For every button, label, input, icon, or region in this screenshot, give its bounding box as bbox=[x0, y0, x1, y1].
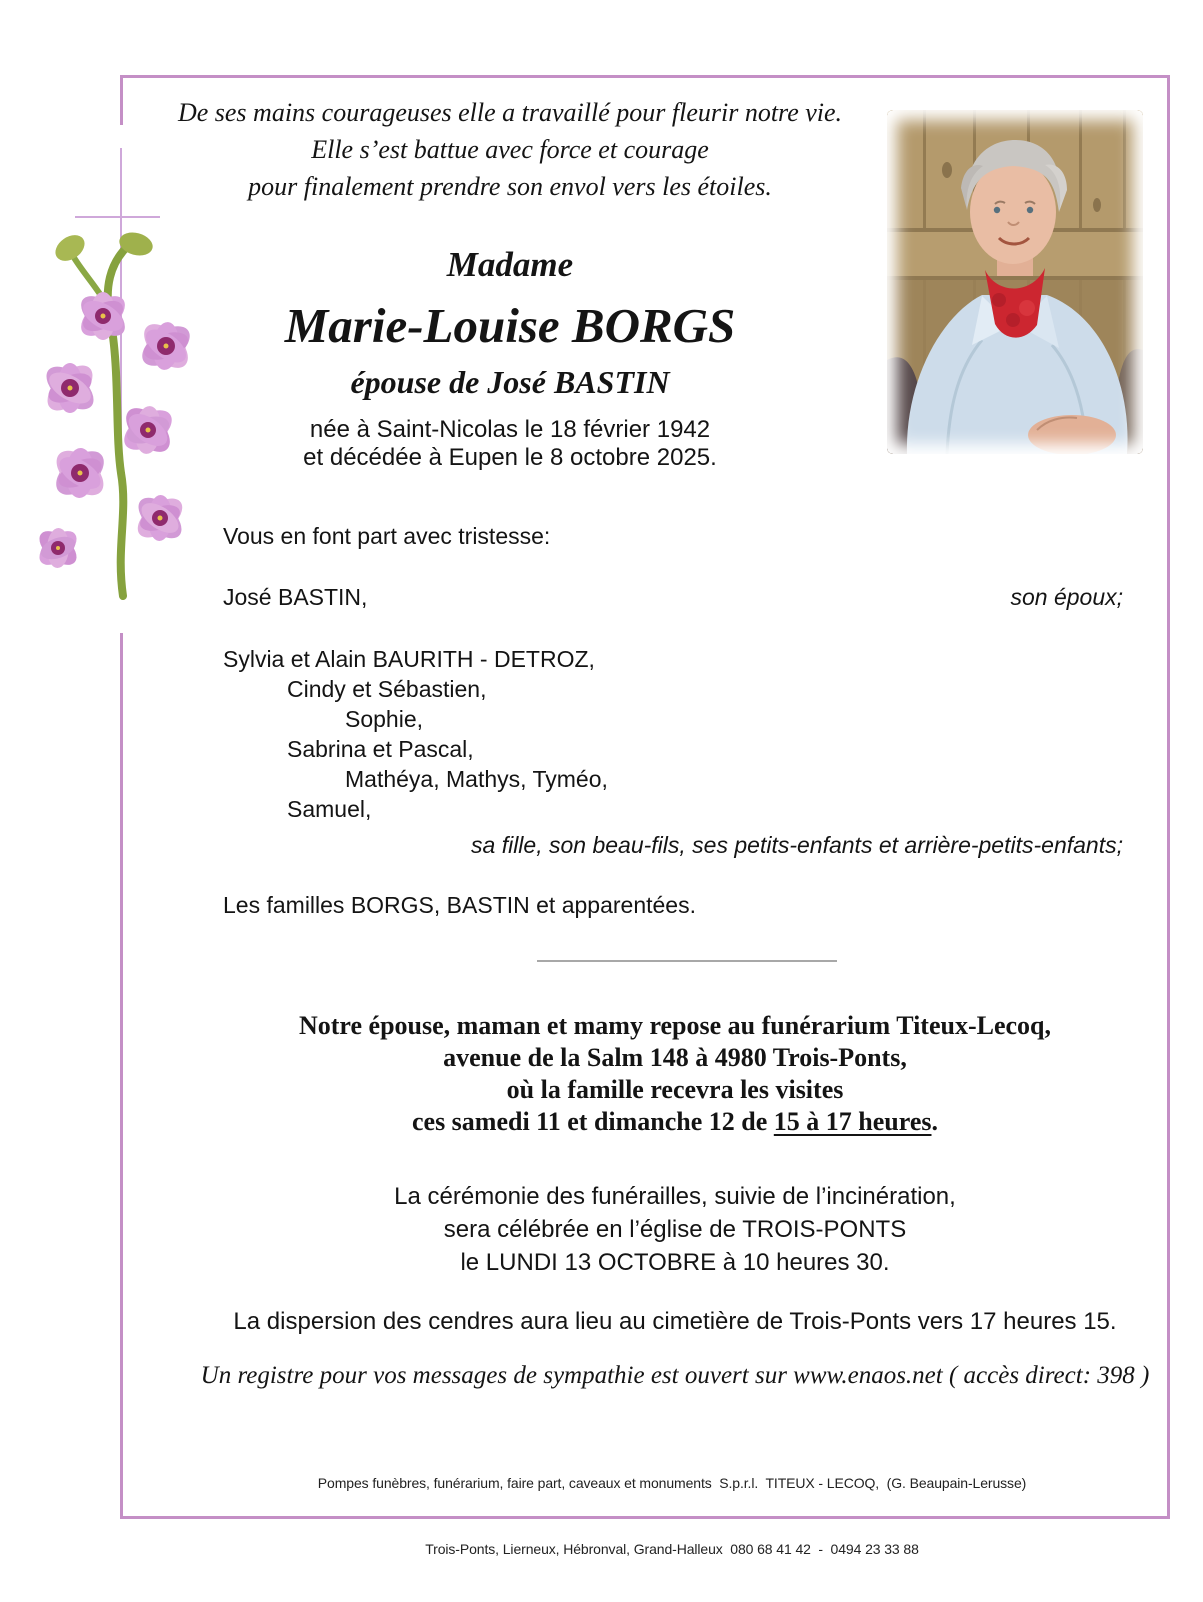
frame-border-left-top bbox=[120, 75, 123, 125]
epitaph-line: Elle s’est battue avec force et courage bbox=[311, 135, 709, 164]
wake-info bbox=[150, 1010, 1200, 1138]
frame-border-top bbox=[120, 75, 1170, 78]
condolence-register-line: Un registre pour vos messages de sympathie est ouvert sur www.enaos.net ( accès direct: 398 ) bbox=[200, 1362, 1150, 1389]
ceremony-info bbox=[150, 1180, 1200, 1279]
ceremony-line: sera célébrée en l’église de TROIS-PONTS bbox=[443, 1216, 907, 1243]
footer-line: Pompes funèbres, funérarium, faire part, caveaux et monuments S.p.r.l. TITEUX - LECOQ, (G. Beaupain-Lerusse) bbox=[317, 1475, 1027, 1491]
footer-line: Trois-Ponts, Lierneux, Hébronval, Grand-Halleux 080 68 41 42 - 0494 23 33 88 bbox=[425, 1541, 919, 1557]
ashes-dispersion-line: La dispersion des cendres aura lieu au cimetière de Trois-Ponts vers 17 heures 15. bbox=[233, 1308, 1117, 1335]
family-line: Sylvia et Alain BAURITH - DETROZ, bbox=[223, 646, 595, 672]
epitaph bbox=[140, 94, 880, 205]
families-line: Les familles BORGS, BASTIN et apparentées. bbox=[223, 892, 696, 918]
deceased-spouse-line: épouse de José BASTIN bbox=[350, 364, 670, 400]
deceased-name: Marie-Louise BORGS bbox=[284, 298, 736, 353]
wake-line: Notre épouse, maman et mamy repose au funérarium Titeux-Lecoq, bbox=[298, 1011, 1051, 1040]
husband-name: José BASTIN, bbox=[223, 584, 368, 610]
family-line: Sabrina et Pascal, bbox=[287, 736, 474, 762]
family-line: Cindy et Sébastien, bbox=[287, 676, 487, 702]
announcement-intro: Vous en font part avec tristesse: bbox=[223, 523, 551, 549]
deceased-title: Madame bbox=[446, 245, 574, 284]
wake-schedule-suffix: . bbox=[931, 1107, 938, 1136]
wake-schedule-line bbox=[150, 1106, 1200, 1138]
section-divider bbox=[537, 960, 837, 962]
frame-border-left-bottom bbox=[120, 633, 123, 1519]
wake-schedule-prefix: ces samedi 11 et dimanche 12 de bbox=[411, 1107, 774, 1136]
wake-line: avenue de la Salm 148 à 4980 Trois-Ponts, bbox=[443, 1043, 907, 1072]
husband-relation: son époux; bbox=[1010, 584, 1123, 610]
family-line: Sophie, bbox=[345, 706, 424, 732]
family-relation: sa fille, son beau-fils, ses petits-enfants et arrière-petits-enfants; bbox=[471, 832, 1123, 858]
family-line: Samuel, bbox=[287, 796, 372, 822]
death-line: et décédée à Eupen le 8 octobre 2025. bbox=[303, 444, 717, 471]
portrait-photo bbox=[887, 110, 1143, 454]
epitaph-line: De ses mains courageuses elle a travaillé pour fleurir notre vie. bbox=[177, 98, 843, 127]
ceremony-line: La cérémonie des funérailles, suivie de l’incinération, bbox=[394, 1183, 956, 1210]
frame-border-right bbox=[1167, 75, 1170, 1519]
wake-schedule-hours: 15 à 17 heures bbox=[773, 1107, 932, 1136]
epitaph-line: pour finalement prendre son envol vers les étoiles. bbox=[248, 172, 772, 201]
wake-line: où la famille recevra les visites bbox=[506, 1075, 844, 1104]
family-line: Mathéya, Mathys, Tyméo, bbox=[345, 766, 608, 792]
funeral-home-footer bbox=[150, 1428, 1194, 1602]
birth-line: née à Saint-Nicolas le 18 février 1942 bbox=[309, 416, 711, 443]
ceremony-line: le LUNDI 13 OCTOBRE à 10 heures 30. bbox=[460, 1249, 890, 1276]
